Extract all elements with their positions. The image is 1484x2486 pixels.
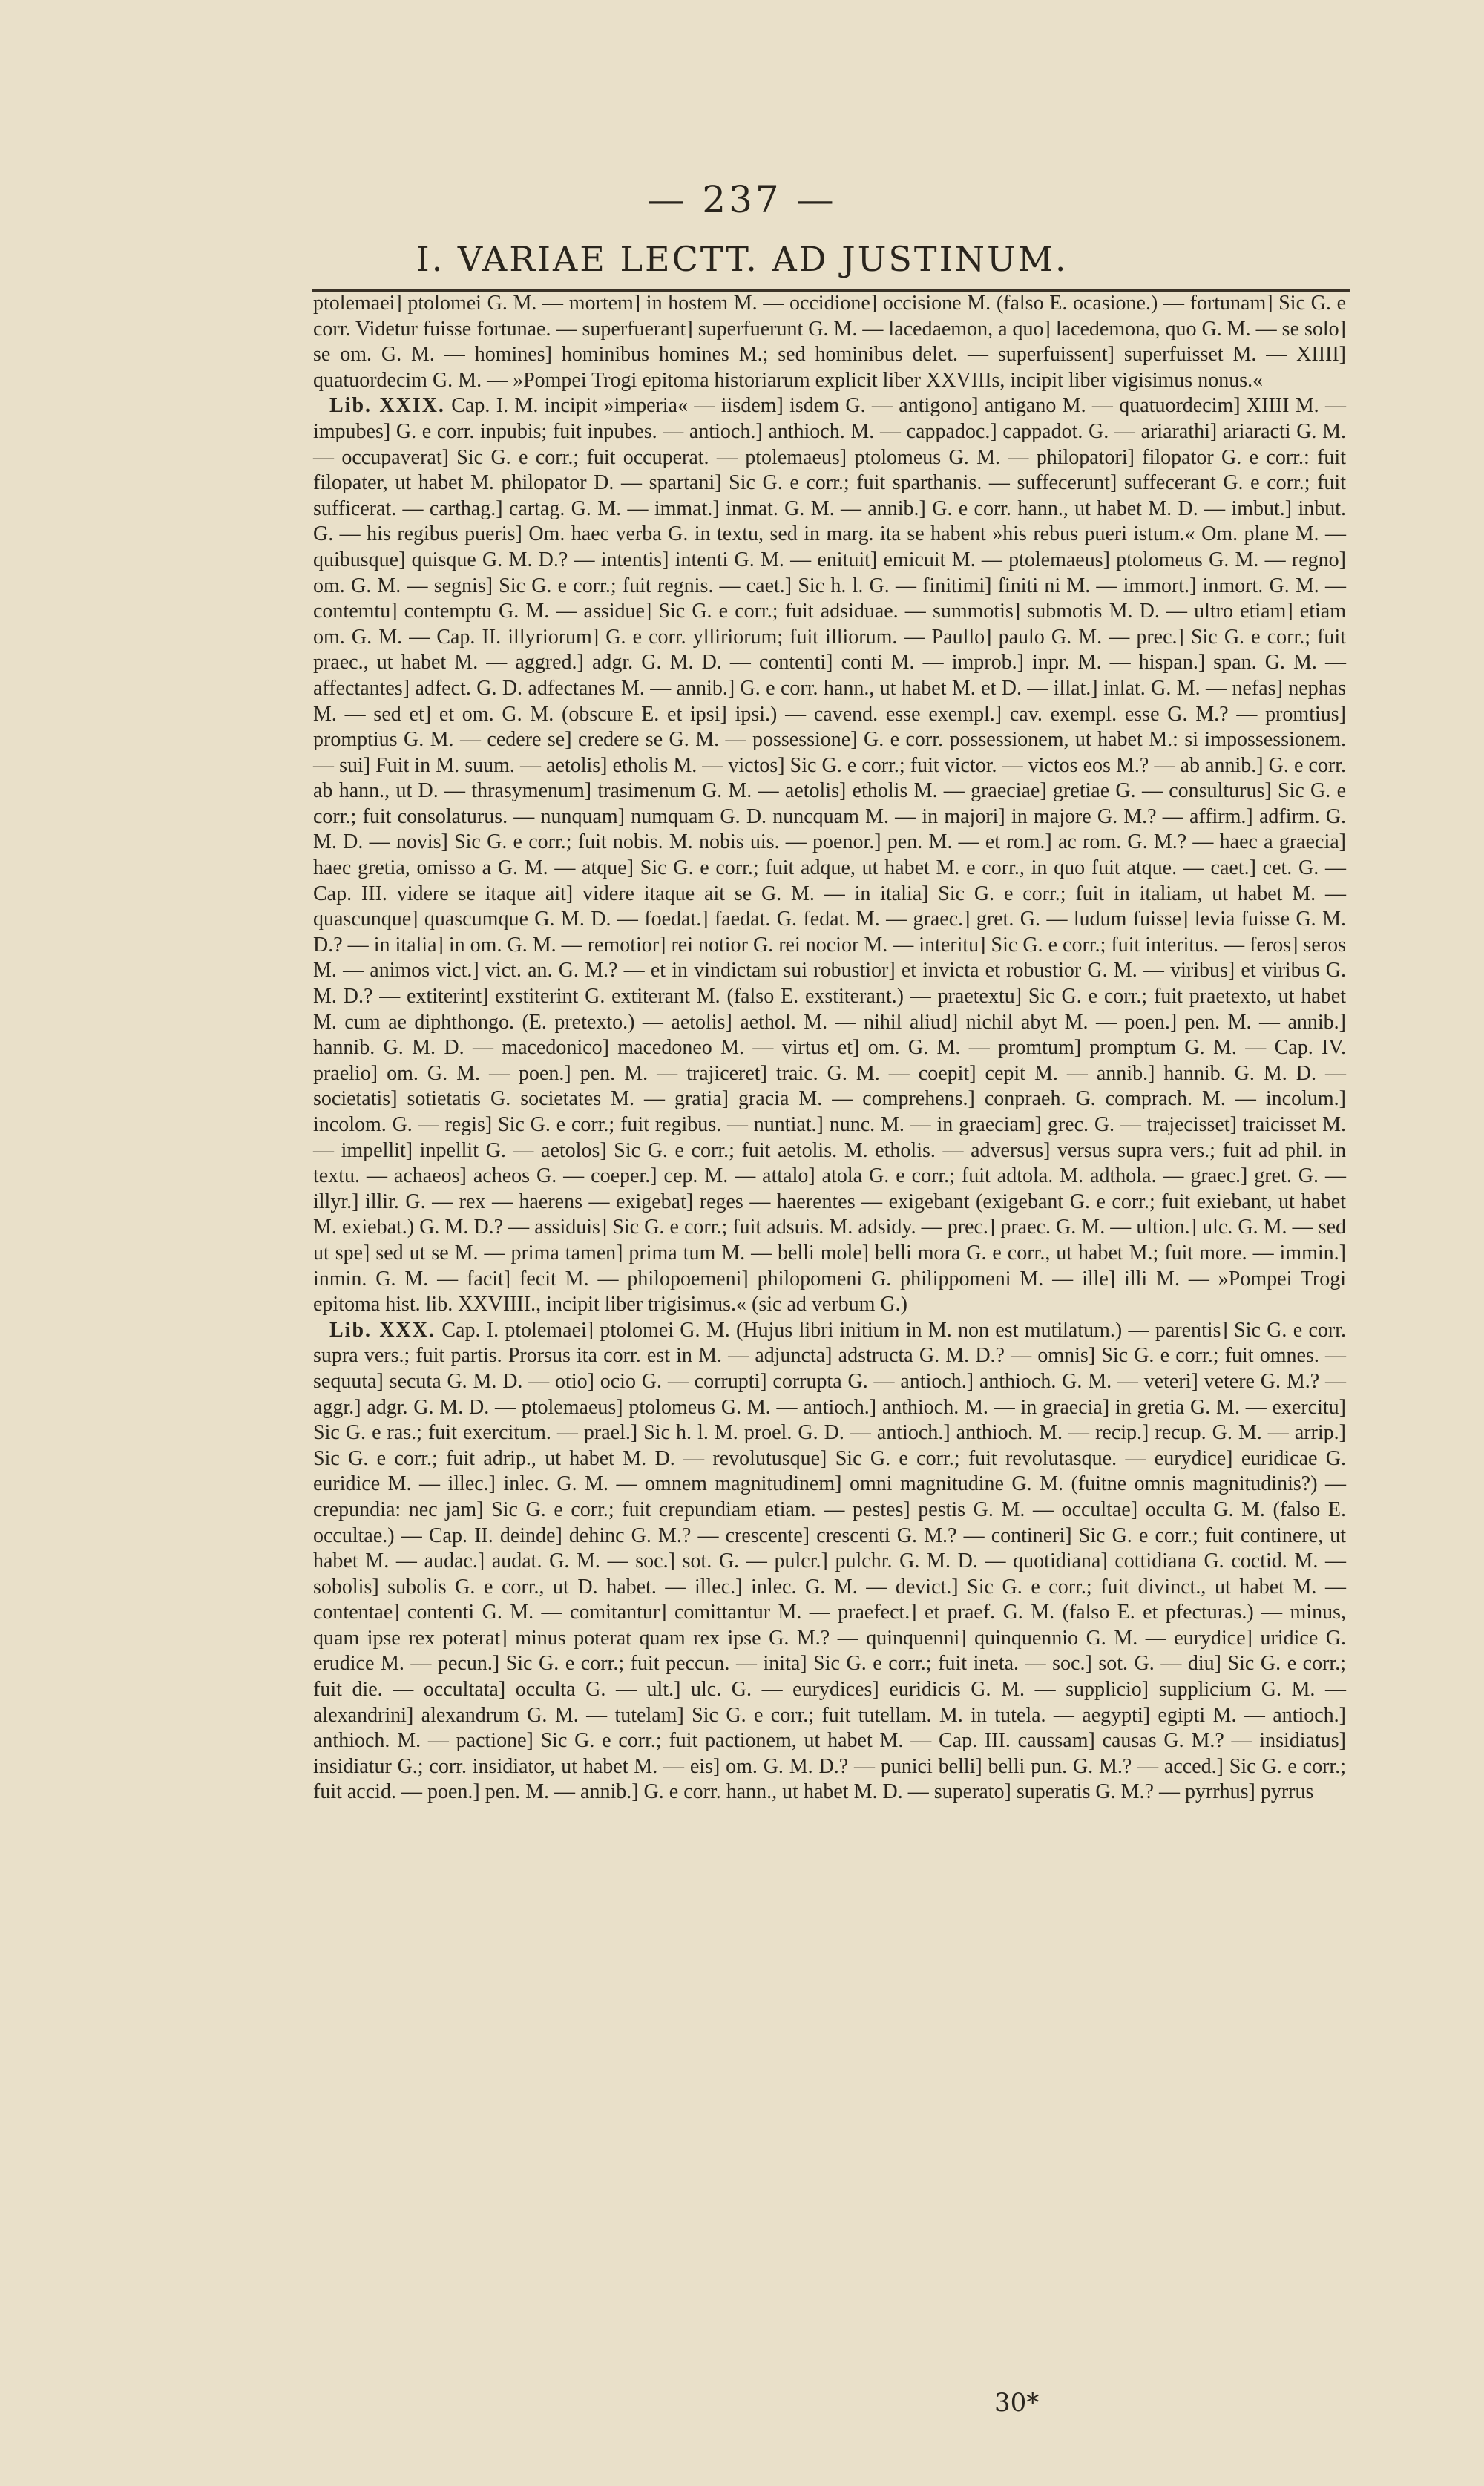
- book-label: Lib. XXIX.: [329, 394, 445, 418]
- paragraph-continuation: [313, 291, 1346, 393]
- signature-mark: 30*: [994, 2388, 1040, 2418]
- paragraph-text: Cap. I. ptolemaei] ptolomei G. M. (Hujus libri initium in M. non est mutilatum.) — parentis] Sic G. e corr. supra vers.; fuit partis. Prorsus ita corr. est in M. — adjuncta] adstructa G. M. D.? — omnis] Sic G. e corr.; fuit omnes. — sequuta] secuta G. M. D. — otio] ocio G. — corrupti] corrupta G. — antioch.] anthioch. G. M. — veteri] vetere G. M.? — aggr.] adgr. G. M. D. — ptolemaeus] ptolomeus G. M. — antioch.] anthioch. M. — in graecia] in gretia G. M. — exercitu] Sic G. e ras.; fuit exercitum. — prael.] Sic h. l. M. proel. G. D. — antioch.] anthioch. M. — recip.] recup. G. M. — arrip.] Sic G. e corr.; fuit adrip., ut habet M. D. — revolutusque] Sic G. e corr.; fuit revolutasque. — eurydice] euridicae G. euridice M. — illec.] inlec. G. M. — omnem magnitudinem] omni magnitudine G. M. (fuitne omnis magnitudinis?) — crepundia: nec jam] Sic G. e corr.; fuit crepundiam etiam. — pestes] pestis G. M. — occultae] occulta G. M. (falso E. occultae.) — Cap. II. deinde] dehinc G. M.? — crescente] crescenti G. M.? — contineri] Sic G. e corr.; fuit continere, ut habet M. — audac.] audat. G. M. — soc.] sot. G. — pulcr.] pulchr. G. M. D. — quotidiana] cottidiana G. coctid. M. — sobolis] subolis G. e corr., ut D. habet. — illec.] inlec. G. M. — devict.] Sic G. e corr.; fuit divinct., ut habet M. — contentae] contenti G. M. — comitantur] comittantur M. — praefect.] et praef. G. M. (falso E. et pfecturas.) — minus, quam ipse rex poterat] minus poterat quam rex ipse G. M.? — quinquenni] quinquennio G. M. — eurydice] uridice G. erudice M. — pecun.] Sic G. e corr.; fuit peccun. — inita] Sic G. e corr.; fuit ineta. — soc.] sot. G. — diu] Sic G. e corr.; fuit die. — occultata] occulta G. — ult.] ulc. G. — eurydices] euridicis G. M. — supplicio] supplicium G. M. — alexandrini] alexandrum G. M. — tutelam] Sic G. e corr.; fuit tutellam. M. in tutela. — aegypti] egipti M. — antioch.] anthioch. M. — pactione] Sic G. e corr.; fuit pactionem, ut habet M. — Cap. III. caussam] causas G. M.? — insidiatus] insidiatur G.; corr. insidiator, ut habet M. — eis] om. G. M. D.? — punici belli] belli pun. G. M.? — acced.] Sic G. e corr.; fuit accid. — poen.] pen. M. — annib.] G. e corr. hann., ut habet M. D. — superato] superatis G. M.? — pyrrhus] pyrrus: [313, 1318, 1347, 1804]
- apparatus-text: [313, 291, 1346, 1806]
- paragraph-text: Cap. I. M. incipit »imperia« — iisdem] isdem G. — antigono] antigano M. — quatuordecim] XIIII M. — impubes] G. e corr. inpubis; fuit inpubes. — antioch.] anthioch. M. — cappadoc.] cappadot. G. — ariarathi] ariaracti G. M. — occupaverat] Sic G. e corr.; fuit occuperat. — ptolemaeus] ptolomeus G. M. — philopatori] filopator G. e corr.: fuit filopater, ut habet M. philopator D. — spartani] Sic G. e corr.; fuit sparthanis. — suffecerunt] suffecerant G. e corr.; fuit sufficerat. — carthag.] cartag. G. M. — immat.] inmat. G. M. — annib.] G. e corr. hann., ut habet M. D. — imbut.] inbut. G. — his regibus pueris] Om. haec verba G. in textu, sed in marg. ita se habent »his rebus pueri istum.« Om. plane M. — quibusque] quisque G. M. D.? — intentis] intenti G. M. — enituit] emicuit M. — ptolemaeus] ptolomeus G. M. — regno] om. G. M. — segnis] Sic G. e corr.; fuit regnis. — caet.] Sic h. l. G. — finitimi] finiti ni M. — immort.] inmort. G. M. — contemtu] contemptu G. M. — assidue] Sic G. e corr.; fuit adsiduae. — summotis] submotis M. D. — ultro etiam] etiam om. G. M. — Cap. II. illyriorum] G. e corr. ylliriorum; fuit illiorum. — Paullo] paulo G. M. — prec.] Sic G. e corr.; fuit praec., ut habet M. — aggred.] adgr. G. M. D. — contenti] conti M. — improb.] inpr. M. — hispan.] span. G. M. — affectantes] adfect. G. D. adfectanes M. — annib.] G. e corr. hann., ut habet M. et D. — illat.] inlat. G. M. — nefas] nephas M. — sed et] et om. G. M. (obscure E. et ipsi] ipsi.) — cavend. esse exempl.] cav. exempl. esse G. M.? — promtius] promptius G. M. — cedere se] credere se G. M. — possessione] G. e corr. possessionem, ut habet M.: si impossessionem. — sui] Fuit in M. suum. — aetolis] etholis M. — victos] Sic G. e corr.; fuit victor. — victos eos M.? — ab annib.] G. e corr. ab hann., ut D. — thrasymenum] trasimenum G. M. — aetolis] etholis M. — graeciae] gretiae G. — consulturus] Sic G. e corr.; fuit consolaturus. — nunquam] numquam G. D. nuncquam M. — in majori] in majore G. M.? — affirm.] adfirm. G. M. D. — novis] Sic G. e corr.; fuit nobis. M. nobis uis. — poenor.] pen. M. — et rom.] ac rom. G. M.? — haec a graecia] haec gretia, omisso a G. M. — atque] Sic G. e corr.; fuit adque, ut habet M. e corr., in quo fuit atque. — caet.] cet. G. — Cap. III. videre se itaque ait] videre itaque ait se G. M. — in italia] Sic G. e corr.; fuit in italiam, ut habet M. — quascunque] quascumque G. M. D. — foedat.] faedat. G. fedat. M. — graec.] gret. G. — ludum fuisse] levia fuisse G. M. D.? — in italia] in om. G. M. — remotior] rei notior G. rei nocior M. — interitu] Sic G. e corr.; fuit interitus. — feros] seros M. — animos vict.] vict. an. G. M.? — et in vindictam sui robustior] et invicta et robustior G. M. — viribus] et viribus G. M. D.? — extiterint] exstiterint G. extiterant M. (falso E. exstiterant.) — praetextu] Sic G. e corr.; fuit praetexto, ut habet M. cum ae diphthongo. (E. pretexto.) — aetolis] aethol. M. — nihil aliud] nichil abyt M. — poen.] pen. M. — annib.] hannib. G. M. D. — macedonico] macedoneo M. — virtus et] om. G. M. — promtum] promptum G. M. — Cap. IV. praelio] om. G. M. — poen.] pen. M. — trajiceret] traic. G. M. — coepit] cepit M. — annib.] hannib. G. M. D. — societatis] sotietatis G. societates M. — gratia] gracia M. — comprehens.] conpraeh. G. comprach. M. — incolum.] incolom. G. — regis] Sic G. e corr.; fuit regibus. — nuntiat.] nunc. M. — in graeciam] grec. G. — trajecisset] traicisset M. — impellit] inpellit G. — aetolos] Sic G. e corr.; fuit aetolis. M. etholis. — adversus] versus supra vers.; fuit ad phil. in textu. — achaeos] acheos G. — coeper.] cep. M. — attalo] atola G. e corr.; fuit adtola. M. adthola. — graec.] gret. G. — illyr.] illir. G. — rex — haerens — exigebat] reges — haerentes — exigebant (exigebant G. e corr.; fuit exiebant, ut habet M. exiebat.) G. M. D.? — assiduis] Sic G. e corr.; fuit adsuis. M. adsidy. — prec.] praec. G. M. — ultion.] ulc. G. M. — sed ut spe] sed ut se M. — prima tamen] prima tum M. — belli mole] belli mora G. e corr., ut habet M.; fuit more. — immin.] inmin. G. M. — facit] fecit M. — philopoemeni] philopomeni G. philippomeni M. — ille] illi M. — »Pompei Trogi epitoma hist. lib. XXVIIII., incipit liber trigisimus.« (sic ad verbum G.): [313, 394, 1347, 1316]
- book-label: Lib. XXX.: [329, 1318, 436, 1342]
- page-number: — 237 —: [647, 178, 837, 221]
- paragraph-lib-xxix: [313, 393, 1346, 1317]
- running-header: I. VARIAE LECTT. AD JUSTINUM.: [416, 239, 1068, 279]
- paragraph-text: ptolemaei] ptolomei G. M. — mortem] in hostem M. — occidione] occisione M. (falso E. ocasione.) — fortunam] Sic G. e corr. Videtur fuisse fortunae. — superfuerant] superfuerunt G. M. — lacedaemon, a quo] lacedemona, quo G. M. — se solo] se om. G. M. — homines] hominibus homines M.; sed hominibus delet. — superfuissent] superfuisset M. — XIIII] quatuordecim G. M. — »Pompei Trogi epitoma historiarum explicit liber XXVIIIs, incipit liber vigisimus nonus.«: [313, 292, 1346, 392]
- paragraph-lib-xxx: [313, 1318, 1346, 1806]
